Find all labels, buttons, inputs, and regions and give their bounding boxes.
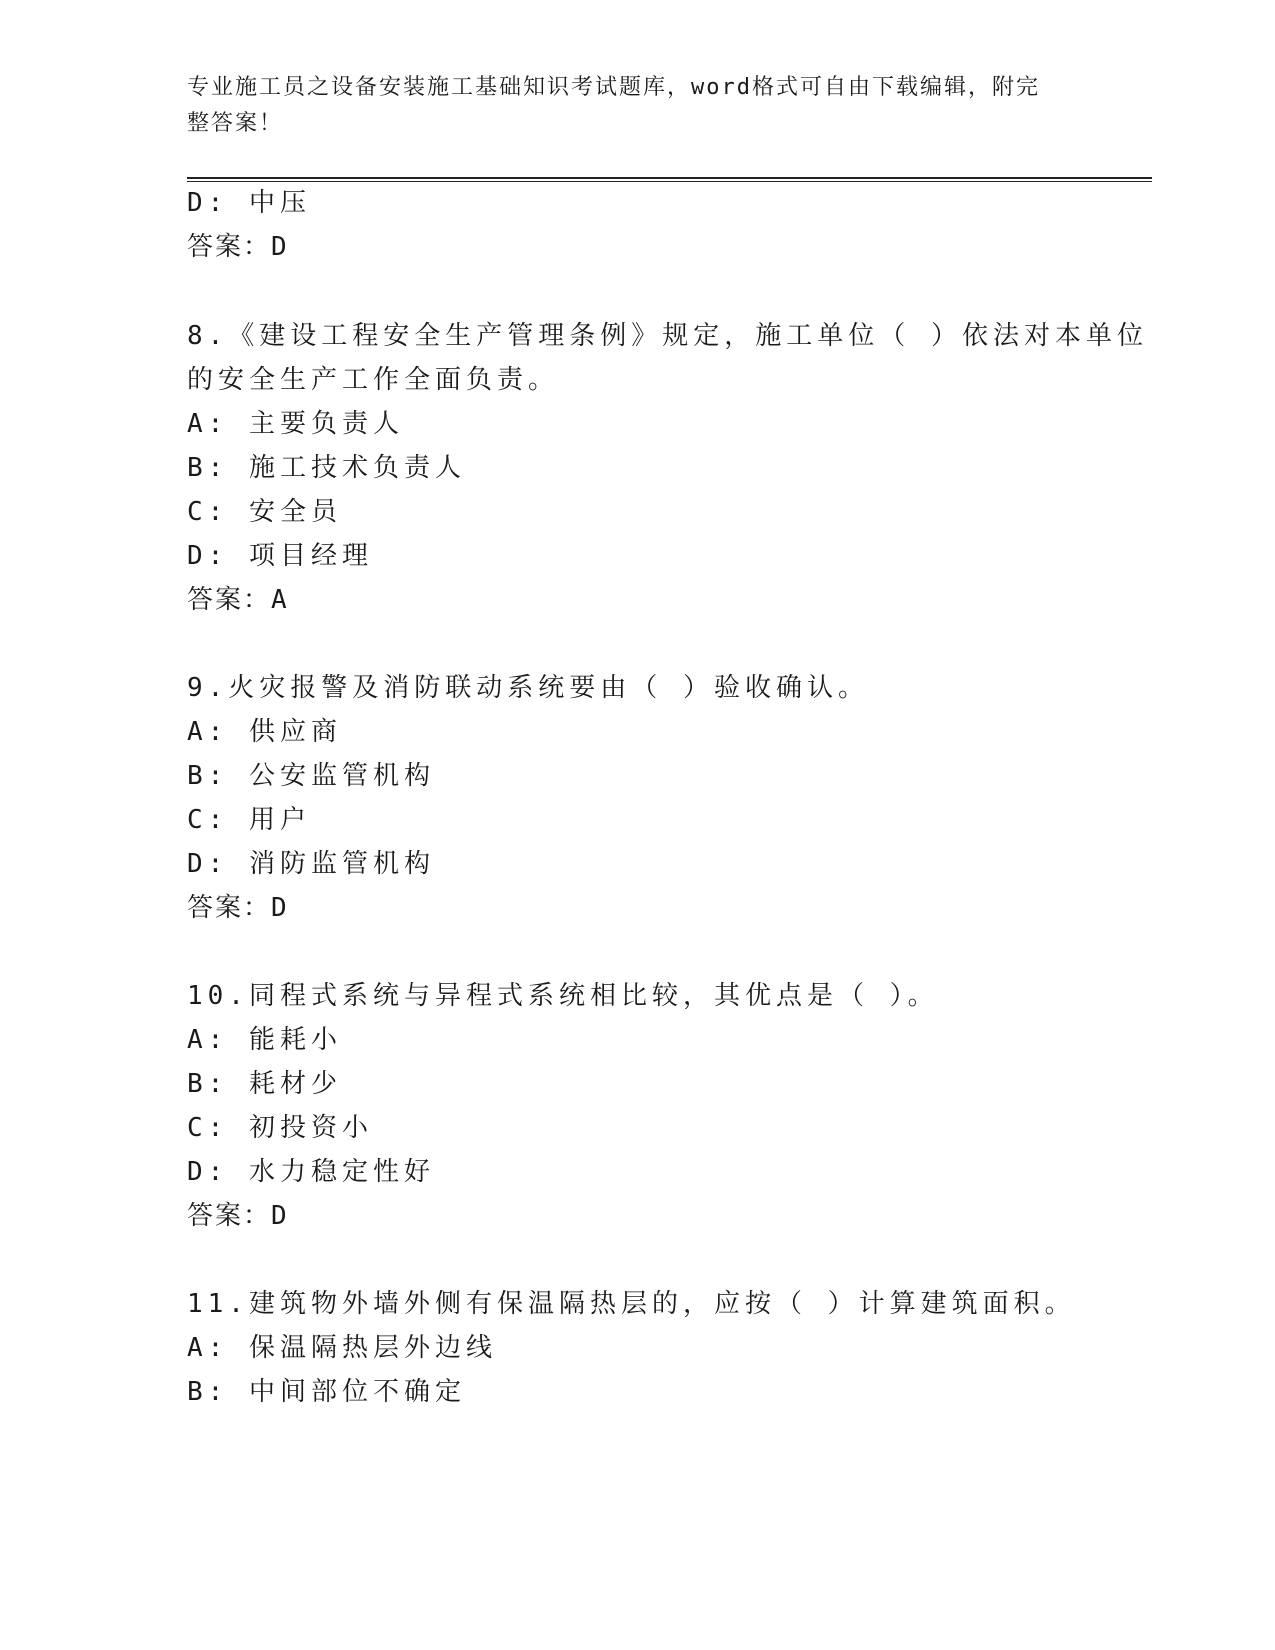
- question-stem: 11.建筑物外墙外侧有保温隔热层的，应按（ ）计算建筑面积。: [187, 1289, 1076, 1319]
- option-b: B: 中间部位不确定: [187, 1377, 466, 1407]
- question-stem: 10.同程式系统与异程式系统相比较，其优点是（ ）。: [187, 981, 939, 1011]
- option-a: A: 能耗小: [187, 1025, 342, 1055]
- option-d: D: 消防监管机构: [187, 849, 435, 879]
- answer-line: 答案：A: [187, 585, 289, 615]
- answer-line: 答案：D: [187, 232, 289, 262]
- option-d: D: 中压: [187, 188, 311, 218]
- header-line-1: 专业施工员之设备安装施工基础知识考试题库，word格式可自由下载编辑，附完: [187, 75, 1040, 100]
- answer-line: 答案：D: [187, 1201, 289, 1231]
- option-b: B: 施工技术负责人: [187, 453, 466, 483]
- question-stem-continued: 的安全生产工作全面负责。: [187, 365, 560, 395]
- option-a: A: 保温隔热层外边线: [187, 1333, 497, 1363]
- option-d: D: 项目经理: [187, 541, 373, 571]
- option-a: A: 供应商: [187, 717, 342, 747]
- header-line-2: 整答案！: [187, 111, 284, 136]
- option-c: C: 初投资小: [187, 1113, 373, 1143]
- option-b: B: 公安监管机构: [187, 761, 435, 791]
- option-a: A: 主要负责人: [187, 409, 404, 439]
- option-b: B: 耗材少: [187, 1069, 342, 1099]
- question-stem: 8.《建设工程安全生产管理条例》规定，施工单位（ ）依法对本单位: [187, 321, 1148, 351]
- option-d: D: 水力稳定性好: [187, 1157, 435, 1187]
- document-header: [187, 70, 1067, 142]
- answer-line: 答案：D: [187, 893, 289, 923]
- option-c: C: 安全员: [187, 497, 342, 527]
- question-stem: 9.火灾报警及消防联动系统要由（ ）验收确认。: [187, 673, 869, 703]
- option-c: C: 用户: [187, 805, 311, 835]
- header-divider: [187, 177, 1152, 182]
